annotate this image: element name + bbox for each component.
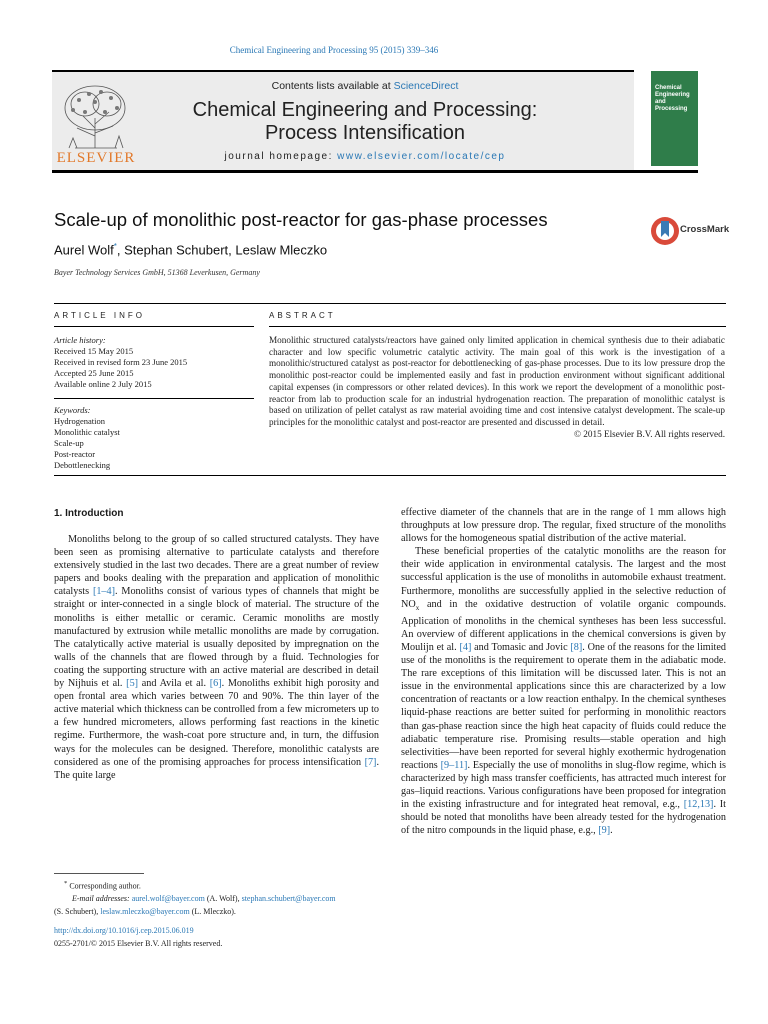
keywords-rule — [54, 398, 254, 399]
email-owner: (A. Wolf), — [204, 894, 242, 904]
history-label: Article history: — [54, 335, 106, 345]
email-label: E-mail addresses: — [72, 894, 132, 904]
email-link-wolf[interactable]: aurel.wolf@bayer.com — [131, 894, 205, 904]
history-online: Available online 2 July 2015 — [54, 379, 152, 389]
issn-copyright: 0255-2701/© 2015 Elsevier B.V. All rights reserved. — [54, 938, 223, 948]
abstract-heading: ABSTRACT — [269, 311, 336, 320]
footnote-rule — [54, 873, 144, 874]
header-divider — [52, 170, 698, 173]
citation-link[interactable]: [9–11] — [440, 759, 468, 771]
citation-link[interactable]: [4] — [459, 641, 472, 653]
keyword-item: Scale-up — [54, 438, 84, 448]
affiliation: Bayer Technology Services GmbH, 51368 Leverkusen, Germany — [54, 268, 260, 277]
journal-homepage — [150, 151, 580, 162]
text-run: and in the oxidative destruction of volatile organic compounds. Application of monoliths in the chemical syntheses has been less successful. An overview of different applications in the chemical conversions is given by Moulijn et al. — [401, 598, 726, 653]
citation-link[interactable]: [7] — [364, 756, 377, 768]
contents-prefix: Contents lists available at — [271, 80, 394, 92]
text-run: and Tomasic and Jovic — [471, 641, 571, 653]
keywords-label: Keywords: — [54, 405, 91, 415]
sciencedirect-link[interactable]: ScienceDirect — [393, 80, 459, 92]
email-footnote-cont — [54, 906, 384, 919]
intro-paragraph-2 — [401, 545, 726, 837]
email-owner: (S. Schubert), — [54, 906, 101, 916]
citation-link[interactable]: [1–4] — [92, 586, 116, 598]
text-run: . — [610, 825, 613, 837]
doi-link[interactable]: http://dx.doi.org/10.1016/j.cep.2015.06.019 — [54, 926, 194, 935]
keywords — [54, 405, 254, 471]
keyword-item: Hydrogenation — [54, 416, 105, 426]
abstract-copyright: © 2015 Elsevier B.V. All rights reserved. — [574, 428, 725, 439]
intro-paragraph-continued: effective diameter of the channels that are in the range of 1 mm allows high throughputs at low pressure drop. The regular, fixed structure of the monoliths allows for the homogeneous spatial distribution of the active material. — [401, 507, 726, 545]
email-footnote — [54, 893, 384, 906]
left-column — [54, 533, 379, 782]
elsevier-wordmark: ELSEVIER — [56, 150, 136, 166]
article-history — [54, 335, 254, 390]
text-run: . The quite large — [54, 756, 379, 781]
homepage-link[interactable]: www.elsevier.com/locate/cep — [337, 151, 506, 162]
footer — [54, 925, 222, 950]
email-owner: (L. Mleczko). — [189, 906, 236, 916]
abstract-text: Monolithic structured catalysts/reactors have gained only limited application in chemical synthesis due to their adiabatic character and low specific volumetric catalytic activity. The main goal of this work is the investigation of a monolithic/structured catalyst as post-reactor for debottlenecking of gas-phase processes. Due to its low pressure drop the monolithic post-reactor could be implemented easily and fast in production environment without significant additional capital expenses (in compressors or other related devices). In this work we report the development of a monolithic post-reactor from lab to production scale for an industrial hydrogenation reaction. The preparation of monolithic catalyst is based on utilization of pellet catalyst as raw material avoiding time and cost intensive catalyst development. The scale-up principles for the monolithic catalyst and post-reactor are presented and discussed in detail. — [269, 335, 725, 427]
text-run: These beneficial properties of the catalytic monoliths are the reason for their wide application in environmental catalysis. The largest and the most successful application is the use of monoliths in automobile exhaust treatment. Furthermore, monoliths are successfully applied in the selective reduction of NO — [401, 546, 726, 610]
text-run: . Especially the use of monoliths in slug-flow regime, which is characterized by high mass transfer coefficients, has attracted much interest for gas–liquid reactions. Various configurations have been proposed for integration in the existing infrastructure and for integrated heat removal, e.g., — [401, 759, 726, 811]
email-link-mleczko[interactable]: leslaw.mleczko@bayer.com — [100, 906, 190, 916]
footnotes — [54, 878, 384, 918]
text-run: . Monoliths exhibit high porosity and open frontal area which varies between 70 and 90%. The thin layer of the active material which thickness can be controlled from a few micrometers up to a few hundred micrometers, allows performing fast reactions in the kinetic regime. Furthermore, the wash-coat pore structure and, in turn, the diffusion ways for the molecules can be designed. Therefore, monolithic catalysts are considered as one of the promising approaches for process intensification — [54, 678, 379, 768]
journal-title-line1: Chemical Engineering and Processing: — [192, 99, 538, 121]
text-run: Monoliths belong to the group of so called structured catalysts. They have been seen as promising alternative to particulate catalysts and therefore extensively studied in the last two decades. There are a great number of review papers and books dealing with the preparation and application of monolithic catalysts — [54, 534, 379, 598]
bottom-section-rule — [54, 475, 726, 476]
journal-title-line2: Process Intensification — [264, 122, 466, 144]
text-run: . It should be noted that monoliths have been already tested for the hydrogenation of the nitro compounds in the liquid phase, e.g., — [401, 799, 726, 837]
footnote-mark: * — [64, 880, 68, 887]
text-run: and Avila et al. — [138, 678, 210, 690]
history-accepted: Accepted 25 June 2015 — [54, 368, 134, 378]
section-heading-introduction: 1. Introduction — [54, 508, 124, 519]
contents-availability — [150, 80, 580, 92]
journal-reference[interactable]: Chemical Engineering and Processing 95 (2015) 339–346 — [229, 45, 439, 55]
keyword-item: Debottlenecking — [54, 460, 111, 470]
history-revised: Received in revised form 23 June 2015 — [54, 357, 188, 367]
abstract-body — [269, 335, 725, 440]
author-wolf: Aurel Wolf — [54, 242, 114, 258]
journal-cover-image[interactable] — [651, 71, 698, 166]
corresponding-footnote — [54, 878, 384, 893]
citation-link[interactable]: [9] — [598, 825, 611, 837]
corresponding-author-mark[interactable]: * — [113, 242, 117, 251]
article-title: Scale-up of monolithic post-reactor for gas-phase processes — [54, 209, 548, 230]
keyword-item: Post-reactor — [54, 449, 96, 459]
article-info-heading: ARTICLE INFO — [54, 311, 145, 320]
intro-paragraph-1 — [54, 533, 379, 782]
keyword-item: Monolithic catalyst — [54, 427, 120, 437]
author-list — [54, 242, 327, 257]
subscript: x — [415, 603, 420, 612]
email-link-schubert[interactable]: stephan.schubert@bayer.com — [241, 894, 336, 904]
right-column — [401, 506, 726, 837]
text-run: . One of the reasons for the limited use of the monoliths is the requirement to operate them in the adiabatic mode. The rare exceptions of this limitation will be discussed later. This is not an issue in the environmental applications since this are characterized by a low concentration of reactants or a low reaction enthalpy. In the chemical syntheses liquid-phase reactions are better suited for performing in monolithic reactors than gas-phase reaction since the high heat capacity of fluids could reduce the adiabatic temperature rise. Promising results—stable operation and high selectivities—have been reported for several highly exothermic hydrogenation reactions — [401, 641, 726, 771]
footnote-text: Corresponding author. — [69, 881, 141, 891]
other-authors: , Stephan Schubert, Leslaw Mleczko — [116, 242, 328, 258]
text-run: . Monoliths consist of various types of channels that might be straight or inter-connected in a single block of material. The structure of the monoliths is either metallic or ceramic. Ceramic monoliths are mostly manufactured by extrusion while metallic monoliths are made by corrugation. The catalytically active material is usually deposited by impregnation on the walls of the channels that are flowed through by a fluid. Technologies for coating the supporting structure with an active material are described in detail by Nijhuis et al. — [54, 586, 379, 690]
abstract-rule — [269, 326, 726, 327]
citation-link[interactable]: [12,13] — [683, 799, 714, 811]
history-received: Received 15 May 2015 — [54, 346, 134, 356]
cover-title: Chemical Engineering and Processing — [655, 85, 690, 112]
citation-link[interactable]: [8] — [570, 641, 583, 653]
citation-link[interactable]: [6] — [209, 678, 222, 690]
top-section-rule — [54, 303, 726, 304]
journal-title — [150, 99, 580, 145]
article-info-rule — [54, 326, 254, 327]
homepage-prefix: journal homepage: — [224, 151, 338, 162]
crossmark-label[interactable]: CrossMark — [680, 224, 730, 235]
citation-link[interactable]: [5] — [126, 678, 139, 690]
